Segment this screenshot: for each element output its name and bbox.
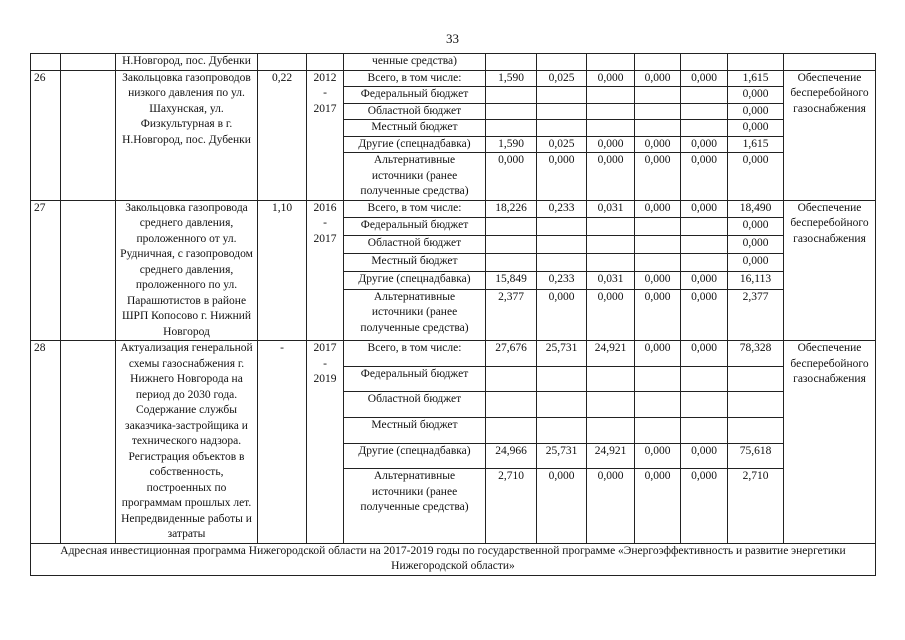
funding-value: 0,000 xyxy=(587,136,635,153)
funding-source-label: Местный бюджет xyxy=(344,418,486,444)
continuation-row xyxy=(31,54,876,71)
funding-value xyxy=(486,366,537,392)
funding-value xyxy=(681,120,728,137)
project-row xyxy=(31,200,876,218)
funding-value: 25,731 xyxy=(537,443,587,469)
footer-row xyxy=(31,543,876,575)
funding-value: 0,000 xyxy=(635,70,681,87)
funding-value xyxy=(587,418,635,444)
continuation-name: Н.Новгород, пос. Дубенки xyxy=(116,54,258,71)
funding-value xyxy=(537,236,587,254)
funding-value: 0,000 xyxy=(635,136,681,153)
funding-value xyxy=(537,120,587,137)
funding-value: 0,233 xyxy=(537,200,587,218)
funding-value: 75,618 xyxy=(728,443,784,469)
funding-value: 2,377 xyxy=(728,289,784,340)
funding-source-label: Другие (спецнадбавка) xyxy=(344,443,486,469)
funding-value: 0,000 xyxy=(537,469,587,543)
funding-value xyxy=(681,392,728,418)
funding-value: 1,590 xyxy=(486,136,537,153)
funding-value xyxy=(587,120,635,137)
funding-value: 0,025 xyxy=(537,136,587,153)
investment-table xyxy=(30,53,876,576)
funding-source-label: Местный бюджет xyxy=(344,120,486,137)
funding-source-label: Другие (спецнадбавка) xyxy=(344,271,486,289)
project-name: Закольцовка газопровода среднего давления, проложенного от ул. Рудничная, с газопроводом среднего давления, проложенного по ул. Парашютистов в районе ШРП Копосово г. Нижний Новгород xyxy=(116,200,258,341)
funding-value: 0,025 xyxy=(537,70,587,87)
funding-value xyxy=(486,392,537,418)
funding-value: 0,000 xyxy=(728,253,784,271)
project-name: Актуализация генеральной схемы газоснабжения г. Нижнего Новгорода на период до 2030 года. Содержание службы заказчика-застройщика и технического надзора. Регистрация объектов в собственность, построенных по программам прошлых лет. Непредвиденные работы и затраты xyxy=(116,341,258,544)
funding-value xyxy=(635,218,681,236)
continuation-source: ченные средства) xyxy=(344,54,486,71)
blank-cell xyxy=(61,70,116,200)
project-length: - xyxy=(258,341,307,544)
funding-value xyxy=(728,392,784,418)
funding-value: 0,000 xyxy=(635,289,681,340)
funding-value: 0,000 xyxy=(587,153,635,201)
funding-value: 27,676 xyxy=(486,341,537,367)
funding-value: 0,000 xyxy=(728,103,784,120)
project-row xyxy=(31,70,876,87)
funding-value: 0,000 xyxy=(728,236,784,254)
funding-value xyxy=(587,253,635,271)
funding-value: 24,966 xyxy=(486,443,537,469)
funding-value xyxy=(486,418,537,444)
funding-value xyxy=(537,218,587,236)
funding-source-label: Всего, в том числе: xyxy=(344,70,486,87)
project-number: 26 xyxy=(31,70,61,200)
funding-value xyxy=(728,366,784,392)
funding-value: 0,000 xyxy=(635,200,681,218)
expected-result: Обеспечение бесперебойного газоснабжения xyxy=(784,70,876,200)
funding-value: 0,000 xyxy=(587,469,635,543)
funding-value xyxy=(537,392,587,418)
funding-value: 0,000 xyxy=(587,289,635,340)
funding-value: 2,710 xyxy=(728,469,784,543)
funding-value: 1,590 xyxy=(486,70,537,87)
funding-source-label: Федеральный бюджет xyxy=(344,218,486,236)
funding-value xyxy=(486,103,537,120)
funding-value: 0,000 xyxy=(587,70,635,87)
funding-value: 78,328 xyxy=(728,341,784,367)
funding-value xyxy=(537,87,587,104)
funding-value: 2,710 xyxy=(486,469,537,543)
funding-value: 1,615 xyxy=(728,70,784,87)
funding-value xyxy=(486,218,537,236)
page-number: 33 xyxy=(446,31,459,46)
project-number: 28 xyxy=(31,341,61,544)
funding-value: 15,849 xyxy=(486,271,537,289)
funding-value: 0,000 xyxy=(728,120,784,137)
funding-value: 1,615 xyxy=(728,136,784,153)
funding-value xyxy=(486,120,537,137)
expected-result: Обеспечение бесперебойного газоснабжения xyxy=(784,200,876,341)
funding-value xyxy=(587,366,635,392)
project-name: Закольцовка газопроводов низкого давления по ул. Шахунская, ул. Физкультурная в г. Н.Новгород, пос. Дубенки xyxy=(116,70,258,200)
program-footer: Адресная инвестиционная программа Нижегородской области на 2017-2019 годы по государственной программе «Энергоэффективность и развитие энергетики Нижегородской области» xyxy=(31,543,876,575)
funding-value: 24,921 xyxy=(587,341,635,367)
funding-value xyxy=(681,103,728,120)
funding-value xyxy=(537,253,587,271)
expected-result: Обеспечение бесперебойного газоснабжения xyxy=(784,341,876,544)
funding-value xyxy=(681,218,728,236)
funding-value xyxy=(635,366,681,392)
funding-value xyxy=(635,418,681,444)
funding-source-label: Областной бюджет xyxy=(344,103,486,120)
funding-value xyxy=(681,236,728,254)
funding-value xyxy=(728,418,784,444)
funding-value: 0,000 xyxy=(537,153,587,201)
project-length: 0,22 xyxy=(258,70,307,200)
project-years: 2017 - 2019 xyxy=(307,341,344,544)
funding-value: 0,000 xyxy=(635,443,681,469)
funding-source-label: Другие (спецнадбавка) xyxy=(344,136,486,153)
funding-value xyxy=(635,392,681,418)
funding-value xyxy=(681,253,728,271)
blank-cell xyxy=(61,341,116,544)
funding-value: 0,000 xyxy=(728,87,784,104)
funding-source-label: Федеральный бюджет xyxy=(344,87,486,104)
funding-value xyxy=(587,236,635,254)
funding-value xyxy=(681,87,728,104)
funding-value: 0,000 xyxy=(728,218,784,236)
project-years: 2016 - 2017 xyxy=(307,200,344,341)
blank-cell xyxy=(61,200,116,341)
funding-value: 0,000 xyxy=(681,136,728,153)
funding-value: 18,490 xyxy=(728,200,784,218)
funding-value xyxy=(587,87,635,104)
project-row xyxy=(31,341,876,367)
funding-value xyxy=(486,87,537,104)
funding-value: 0,000 xyxy=(537,289,587,340)
funding-value: 24,921 xyxy=(587,443,635,469)
funding-value: 0,000 xyxy=(681,70,728,87)
funding-value: 0,031 xyxy=(587,271,635,289)
funding-value xyxy=(537,366,587,392)
funding-value xyxy=(587,103,635,120)
funding-source-label: Федеральный бюджет xyxy=(344,366,486,392)
funding-source-label: Альтернативные источники (ранее полученные средства) xyxy=(344,289,486,340)
funding-value: 0,000 xyxy=(635,271,681,289)
funding-value xyxy=(537,103,587,120)
funding-value xyxy=(635,120,681,137)
funding-source-label: Областной бюджет xyxy=(344,392,486,418)
funding-source-label: Местный бюджет xyxy=(344,253,486,271)
funding-value: 0,000 xyxy=(681,289,728,340)
funding-source-label: Альтернативные источники (ранее полученные средства) xyxy=(344,469,486,543)
funding-value xyxy=(587,218,635,236)
funding-source-label: Областной бюджет xyxy=(344,236,486,254)
funding-value xyxy=(635,253,681,271)
funding-value xyxy=(681,366,728,392)
funding-value: 0,000 xyxy=(635,153,681,201)
funding-value: 2,377 xyxy=(486,289,537,340)
project-number: 27 xyxy=(31,200,61,341)
funding-value: 0,000 xyxy=(681,443,728,469)
funding-value xyxy=(635,103,681,120)
funding-value xyxy=(486,253,537,271)
funding-value: 0,233 xyxy=(537,271,587,289)
funding-value xyxy=(635,236,681,254)
funding-value: 0,000 xyxy=(486,153,537,201)
project-years: 2012 - 2017 xyxy=(307,70,344,200)
funding-value: 18,226 xyxy=(486,200,537,218)
project-length: 1,10 xyxy=(258,200,307,341)
table-body xyxy=(31,54,876,544)
funding-source-label: Всего, в том числе: xyxy=(344,200,486,218)
funding-value: 16,113 xyxy=(728,271,784,289)
funding-value: 0,000 xyxy=(681,469,728,543)
funding-value xyxy=(635,87,681,104)
funding-source-label: Альтернативные источники (ранее полученные средства) xyxy=(344,153,486,201)
funding-value: 0,000 xyxy=(681,200,728,218)
funding-value xyxy=(537,418,587,444)
funding-value: 0,000 xyxy=(635,341,681,367)
funding-source-label: Всего, в том числе: xyxy=(344,341,486,367)
funding-value: 0,000 xyxy=(681,271,728,289)
funding-value xyxy=(486,236,537,254)
funding-value: 25,731 xyxy=(537,341,587,367)
funding-value: 0,000 xyxy=(681,153,728,201)
funding-value xyxy=(587,392,635,418)
funding-value: 0,000 xyxy=(681,341,728,367)
funding-value: 0,000 xyxy=(635,469,681,543)
funding-value xyxy=(681,418,728,444)
funding-value: 0,000 xyxy=(728,153,784,201)
funding-value: 0,031 xyxy=(587,200,635,218)
